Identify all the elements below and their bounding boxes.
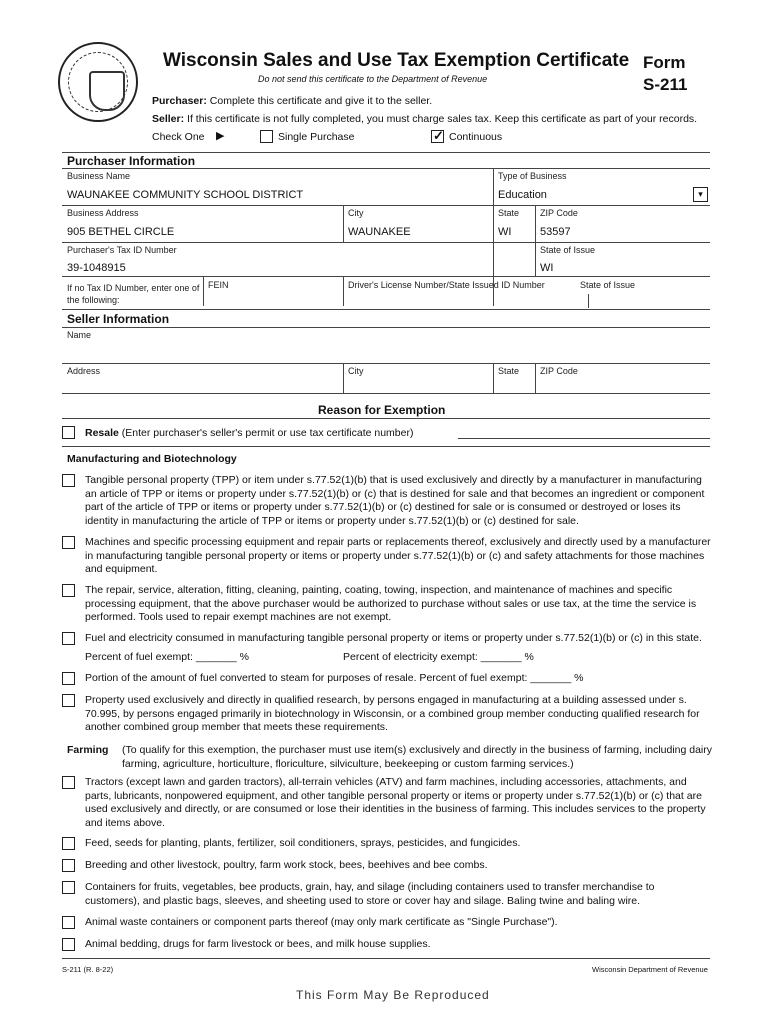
type-of-business-label: Type of Business xyxy=(498,171,567,181)
seller-zip-label: ZIP Code xyxy=(540,366,578,376)
seller-state-label: State xyxy=(498,366,520,376)
state-of-issue-label: State of Issue xyxy=(540,245,596,255)
tax-id-field[interactable]: 39-1048915 xyxy=(67,262,126,274)
divider xyxy=(62,418,710,419)
animal-waste-text: Animal waste containers or component parts thereof (may only mark certificate as "Single Purchase"). xyxy=(85,916,558,928)
reason-title: Reason for Exemption xyxy=(318,403,446,417)
animal-bedding-text: Animal bedding, drugs for farm livestock or bees, and milk house supplies. xyxy=(85,938,431,950)
no-tax-id-note: If no Tax ID Number, enter one of the following: xyxy=(67,283,200,305)
chevron-down-icon[interactable]: ▾ xyxy=(693,187,708,202)
containers-checkbox[interactable] xyxy=(62,881,75,894)
page-subtitle: Do not send this certificate to the Department of Revenue xyxy=(258,74,488,84)
steam-checkbox[interactable] xyxy=(62,672,75,685)
animal-waste-checkbox[interactable] xyxy=(62,916,75,929)
resale-label: Resale (Enter purchaser's seller's permit or use tax certificate number) xyxy=(85,427,414,439)
divider xyxy=(535,242,536,276)
divider xyxy=(62,393,710,394)
divider xyxy=(62,446,710,447)
divider xyxy=(535,363,536,393)
tractors-checkbox[interactable] xyxy=(62,776,75,789)
single-purchase-label: Single Purchase xyxy=(278,131,355,143)
machines-text: Machines and specific processing equipment and repair parts or replacements thereof, exclusively and directly used by a manufacturer in manufacturing tangible personal property or items or property under s.77.52(1)(b) or (c) and safety attachments for those machines and equipment. xyxy=(85,536,711,575)
divider xyxy=(62,205,710,206)
divider xyxy=(535,205,536,243)
divider xyxy=(343,205,344,243)
farming-title: Farming xyxy=(67,744,109,756)
fuel-percent-field[interactable]: Percent of fuel exempt: _______ % xyxy=(85,651,250,663)
research-text: Property used exclusively and directly in qualified research, by persons engaged in manufacturing at a building assessed under s. 70.995, by persons engaged primarily in biotechnology in Wisconsin, or a combined group member conducting qualified research for another combined group member that meets these requirements. xyxy=(85,694,700,733)
seller-instruction: Seller: If this certificate is not fully completed, you must charge sales tax. Keep this certificate as part of your records. xyxy=(152,113,698,125)
tpp-text: Tangible personal property (TPP) or item under s.77.52(1)(b) that is used exclusively and directly by a manufacturer in manufacturing an article of TPP or items or property under s.77.52(1)(b) or (c) that is destined for sale and that becomes an ingredient or component part of the article of TPP or items or property under s.77.52(1)(b) or (c) destined for sale or is consumed or destroyed or loses its identity in manufacturing the article of TPP or items or property under s.77.52(1)(b) or (c) destined for sale. xyxy=(85,474,705,527)
farming-intro: (To qualify for this exemption, the purchaser must use item(s) exclusively and directly in the business of farming, including dairy farming, agriculture, horticulture, floriculture, silviculture, beekeeping or custom farming services.) xyxy=(122,744,713,770)
department-name: Wisconsin Department of Revenue xyxy=(592,965,708,974)
city-label: City xyxy=(348,208,364,218)
business-address-field[interactable]: 905 BETHEL CIRCLE xyxy=(67,226,175,238)
state-seal-logo xyxy=(58,42,138,122)
tax-id-label: Purchaser's Tax ID Number xyxy=(67,245,177,255)
arrow-right-icon: ▶ xyxy=(216,130,225,142)
form-number: Form S-211 xyxy=(643,53,688,94)
livestock-text: Breeding and other livestock, poultry, farm work stock, bees, beehives and bee combs. xyxy=(85,859,488,871)
divider xyxy=(62,152,710,153)
business-name-field[interactable]: WAUNAKEE COMMUNITY SCHOOL DISTRICT xyxy=(67,189,304,201)
divider xyxy=(493,363,494,393)
repair-text: The repair, service, alteration, fitting, cleaning, painting, coating, towing, inspection, and maintenance of machines and specific processing equipment, that the above purchaser would be authorized to purchase without sales or use tax, at the time the service is performed. Tools used to repair exempt machines are not exempt. xyxy=(85,584,697,623)
fein-label: FEIN xyxy=(208,280,229,290)
repair-checkbox[interactable] xyxy=(62,584,75,597)
feed-text: Feed, seeds for planting, plants, fertilizer, soil conditioners, sprays, pesticides, and fungicides. xyxy=(85,837,521,849)
business-name-label: Business Name xyxy=(67,171,131,181)
state-label: State xyxy=(498,208,520,218)
containers-text: Containers for fruits, vegetables, bee products, grain, hay, and silage (including containers used to transfer merchandise to customers), and plastic bags, sleeves, and sheeting used to store or cover hay and silage. Baling twine and baling wire. xyxy=(85,881,655,907)
dl-state-of-issue-label: State of Issue xyxy=(580,280,636,290)
divider xyxy=(62,309,710,310)
electricity-percent-field[interactable]: Percent of electricity exempt: _______ % xyxy=(343,651,534,663)
seller-address-label: Address xyxy=(67,366,101,376)
divider xyxy=(62,242,710,243)
fuel-checkbox[interactable] xyxy=(62,632,75,645)
purchaser-instruction: Purchaser: Complete this certificate and give it to the seller. xyxy=(152,95,433,107)
business-address-label: Business Address xyxy=(67,208,139,218)
tractors-text: Tractors (except lawn and garden tractors), all-terrain vehicles (ATV) and farm machines, including accessories, attachments, and parts, lubricants, nonpowered equipment, and other tangible personal property or items or property under s.77.52(1)(b) or (c) that are used exclusively and directly, or are consumed or lose their identities in the business of farming. This includes services to the property and items above. xyxy=(85,776,706,829)
divider xyxy=(62,168,710,169)
city-field[interactable]: WAUNAKEE xyxy=(348,226,411,238)
resale-number-field[interactable] xyxy=(458,438,710,439)
purchaser-section-title: Purchaser Information xyxy=(67,154,196,168)
tpp-checkbox[interactable] xyxy=(62,474,75,487)
continuous-label: Continuous xyxy=(449,131,503,143)
reproduce-note: This Form May Be Reproduced xyxy=(296,988,490,1002)
zip-field[interactable]: 53597 xyxy=(540,226,571,238)
resale-checkbox[interactable] xyxy=(62,426,75,439)
research-checkbox[interactable] xyxy=(62,694,75,707)
zip-label: ZIP Code xyxy=(540,208,578,218)
divider xyxy=(588,294,589,308)
divider xyxy=(203,276,204,306)
divider xyxy=(62,327,710,328)
drivers-license-label: Driver's License Number/State Issued ID Number xyxy=(348,280,545,290)
feed-checkbox[interactable] xyxy=(62,837,75,850)
state-field[interactable]: WI xyxy=(498,226,512,238)
manufacturing-title: Manufacturing and Biotechnology xyxy=(67,453,237,465)
seller-section-title: Seller Information xyxy=(67,312,170,326)
seller-name-label: Name xyxy=(67,330,92,340)
type-of-business-select[interactable]: Education xyxy=(498,189,547,201)
state-of-issue-field[interactable]: WI xyxy=(540,262,554,274)
fuel-text: Fuel and electricity consumed in manufacturing tangible personal property or items or property under s.77.52(1)(b) or (c) in this state. xyxy=(85,632,702,644)
single-purchase-checkbox[interactable] xyxy=(260,130,273,143)
divider xyxy=(62,958,710,959)
steam-text: Portion of the amount of fuel converted to steam for purposes of resale. Percent of fuel exempt: _______ % xyxy=(85,672,584,684)
divider xyxy=(343,363,344,393)
livestock-checkbox[interactable] xyxy=(62,859,75,872)
seller-city-label: City xyxy=(348,366,364,376)
divider xyxy=(62,276,710,277)
machines-checkbox[interactable] xyxy=(62,536,75,549)
continuous-checkbox[interactable] xyxy=(431,130,444,143)
check-one-label: Check One xyxy=(152,131,205,143)
animal-bedding-checkbox[interactable] xyxy=(62,938,75,951)
page-title: Wisconsin Sales and Use Tax Exemption Certificate xyxy=(163,50,630,71)
divider xyxy=(343,276,344,306)
divider xyxy=(62,363,710,364)
form-id: S-211 (R. 8-22) xyxy=(62,965,114,974)
